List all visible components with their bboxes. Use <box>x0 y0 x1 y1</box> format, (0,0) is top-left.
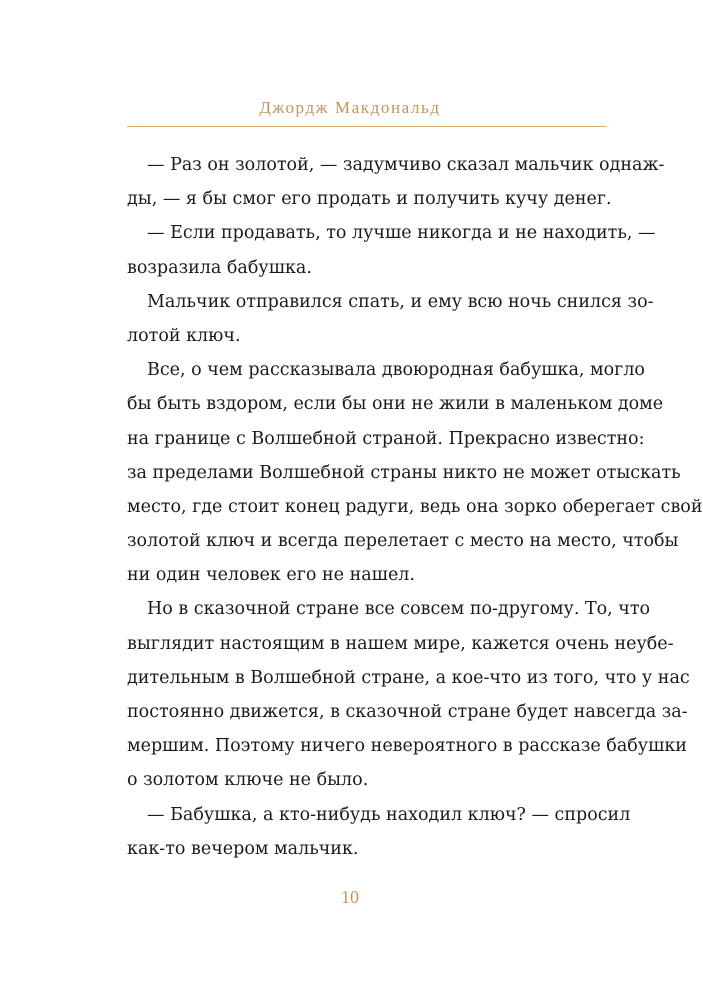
page-number: 10 <box>341 887 359 907</box>
text-line: мершим. Поэтому ничего невероятного в рассказе бабушки <box>127 736 687 757</box>
text-line: выглядит настоящим в нашем мире, кажется очень неубе- <box>127 633 674 654</box>
text-line: за пределами Волшебной страны никто не может отыскать <box>127 462 681 483</box>
text-line: — Если продавать, то лучше никогда и не находить, — <box>147 223 656 244</box>
text-line: золотой ключ и всегда перелетает с место на место, чтобы <box>127 531 679 552</box>
text-line: как-то вечером мальчик. <box>127 838 359 859</box>
text-line: лотой ключ. <box>127 325 241 346</box>
text-line: бы быть вздором, если бы они не жили в маленьком доме <box>127 394 664 415</box>
text-line: — Бабушка, а кто-нибудь находил ключ? — спросил <box>147 804 631 825</box>
text-line: Мальчик отправился спать, и ему всю ночь снился зо- <box>147 291 654 312</box>
text-line: дительным в Волшебной стране, а кое-что из того, что у нас <box>127 667 690 688</box>
text-line: постоянно движется, в сказочной стране будет навсегда за- <box>127 702 688 722</box>
text-line: Все, о чем рассказывала двоюродная бабушка, могло <box>147 360 645 381</box>
paragraph <box>127 592 690 797</box>
text-line: — Раз он золотой, — задумчиво сказал мальчик однаж- <box>147 155 665 175</box>
paragraph <box>127 353 703 592</box>
text-line: ды, — я бы смог его продать и получить кучу денег. <box>127 189 612 210</box>
header-divider <box>127 126 607 127</box>
paragraph <box>127 798 631 866</box>
paragraph <box>127 285 654 353</box>
body-text <box>127 148 703 866</box>
text-line: место, где стоит конец радуги, ведь она зорко оберегает свой <box>127 496 703 517</box>
running-head: Джордж Макдональд <box>259 98 441 117</box>
text-line: ни один человек его не нашел. <box>127 565 415 586</box>
text-line: на границе с Волшебной страной. Прекрасно известно: <box>127 428 645 449</box>
text-line: о золотом ключе не было. <box>127 770 369 791</box>
paragraph <box>127 148 665 216</box>
paragraph <box>127 216 656 284</box>
text-line: возразила бабушка. <box>127 257 312 278</box>
text-line: Но в сказочной стране все совсем по-другому. То, что <box>147 599 651 620</box>
